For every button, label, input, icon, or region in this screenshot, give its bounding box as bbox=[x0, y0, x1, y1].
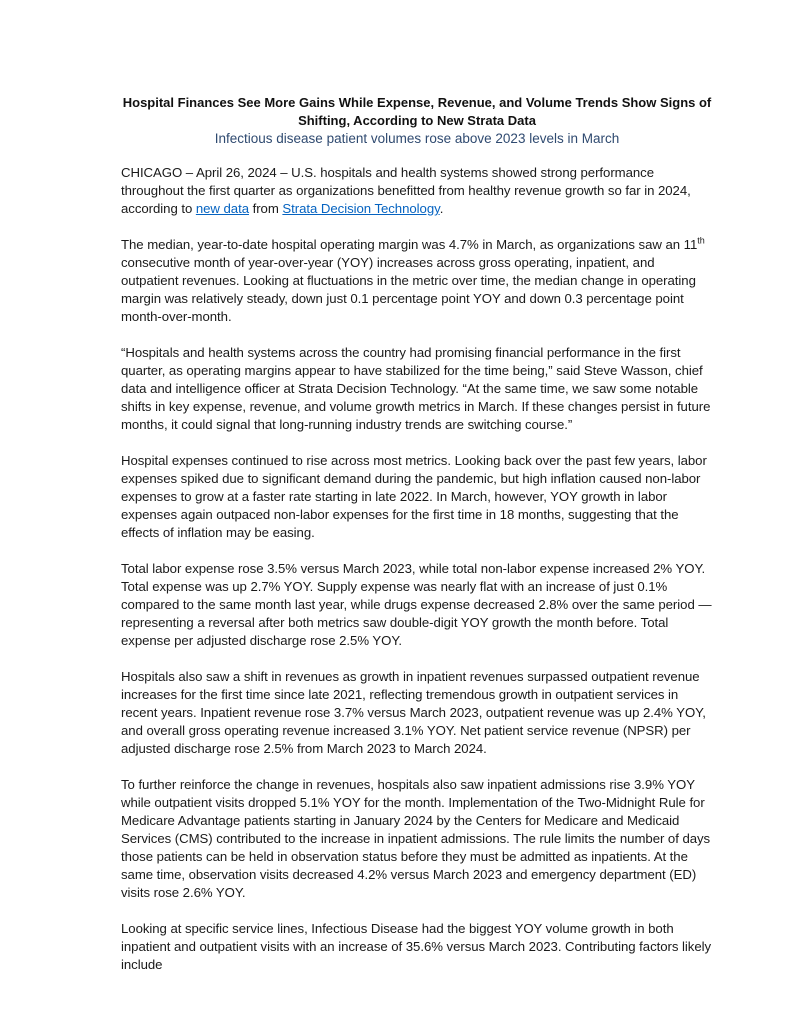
paragraph-quote: “Hospitals and health systems across the country had promising financial performance in the first quarter, as operating margins appear to have stabilized for the time being,” said Steve Wasson, chief data and intelligence officer at Strata Decision Technology. “At the same time, we saw some notable shifts in key expense, revenue, and volume growth metrics in March. If these changes persist in future months, it could signal that long-running industry trends are switching course.” bbox=[121, 345, 711, 432]
ordinal-superscript: th bbox=[697, 235, 705, 246]
intro-text-b: from bbox=[248, 201, 283, 216]
paragraph-expenses: Hospital expenses continued to rise across most metrics. Looking back over the past few years, labor expenses spiked due to significant demand during the pandemic, but high inflation caused non-labor expenses to grow at a faster rate starting in late 2022. In March, however, YOY growth in labor expenses again outpaced non-labor expenses for the first time in 18 months, suggesting that the effects of inflation may be easing. bbox=[121, 453, 707, 540]
strata-decision-technology-link[interactable]: Strata Decision Technology bbox=[282, 201, 440, 216]
intro-text-a: CHICAGO – April 26, 2024 – U.S. hospitals and health systems showed strong performance throughout the first quarter as organizations benefitted from healthy revenue growth so far in 2024, according to bbox=[121, 165, 691, 216]
paragraph-revenues: Hospitals also saw a shift in revenues as growth in inpatient revenues surpassed outpatient revenue increases for the first time since late 2021, reflecting tremendous growth in outpatient services in recent years. Inpatient revenue rose 3.7% versus March 2023, outpatient revenue was up 2.4% YOY, and overall gross operating revenue increased 3.1% YOY. Net patient service revenue (NPSR) per adjusted discharge rose 2.5% from March 2023 to March 2024. bbox=[121, 669, 706, 756]
headline-title bbox=[121, 94, 713, 130]
paragraph-expense-figures: Total labor expense rose 3.5% versus March 2023, while total non-labor expense increased 2% YOY. Total expense was up 2.7% YOY. Supply expense was nearly flat with an increase of just 0.1% compared to the same month last year, while drugs expense decreased 2.8% over the same period — representing a reversal after both metrics saw double-digit YOY growth the month before. Total expense per adjusted discharge rose 2.5% YOY. bbox=[121, 561, 712, 648]
press-release-page bbox=[121, 94, 713, 992]
margin-text-b: consecutive month of year-over-year (YOY) increases across gross operating, inpatient, and outpatient revenues. Looking at fluctuations in the metric over time, the median change in operating margin was relatively steady, down just 0.1 percentage point YOY and down 0.3 percentage point month-over-month. bbox=[121, 255, 696, 324]
headline-subtitle: Infectious disease patient volumes rose above 2023 levels in March bbox=[214, 131, 620, 146]
paragraph-intro bbox=[121, 164, 713, 218]
intro-text-c: . bbox=[439, 201, 444, 216]
margin-text-a: The median, year-to-date hospital operating margin was 4.7% in March, as organizations saw an 11 bbox=[121, 237, 698, 252]
paragraph-service-lines: Looking at specific service lines, Infectious Disease had the biggest YOY volume growth in both inpatient and outpatient visits with an increase of 35.6% versus March 2023. Contributing factors likely include bbox=[121, 921, 712, 972]
paragraph-operating-margin bbox=[121, 236, 713, 326]
paragraph-admissions: To further reinforce the change in revenues, hospitals also saw inpatient admissions rise 3.9% YOY while outpatient visits dropped 5.1% YOY for the month. Implementation of the Two-Midnight Rule for Medicare Advantage patients starting in January 2024 by the Centers for Medicare and Medicaid Services (CMS) contributed to the increase in inpatient admissions. The rule limits the number of days those patients can be held in observation status before they must be admitted as inpatients. At the same time, observation visits decreased 4.2% versus March 2023 and emergency department (ED) visits rose 2.6% YOY. bbox=[121, 777, 711, 900]
headline-title-line1: Hospital Finances See More Gains While Expense, Revenue, and Volume Trends Show Signs of bbox=[122, 95, 712, 110]
headline-title-line2: Shifting, According to New Strata Data bbox=[298, 113, 536, 128]
new-data-link[interactable]: new data bbox=[195, 201, 249, 216]
